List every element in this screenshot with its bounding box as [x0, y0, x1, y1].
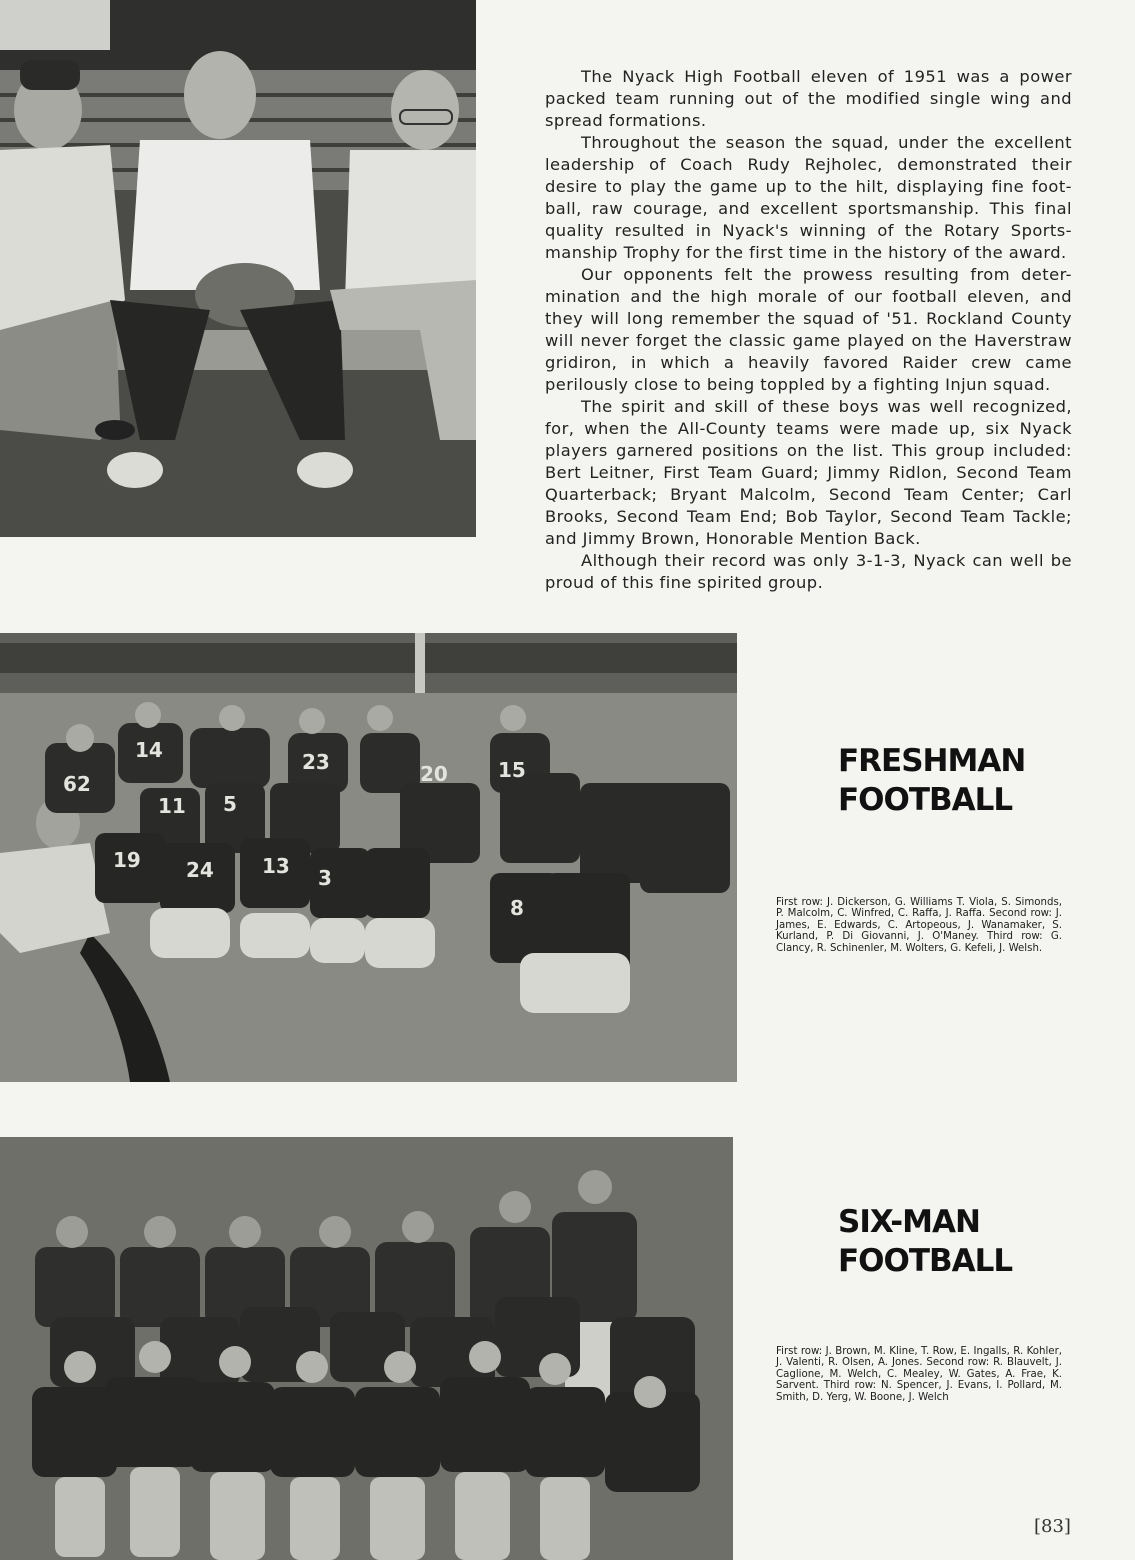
jersey-number: 14: [135, 738, 163, 762]
jersey-number: 11: [158, 794, 186, 818]
intro-article: [545, 66, 1072, 594]
jersey-number: 19: [113, 848, 141, 872]
intro-paragraph: The spirit and skill of these boys was well recognized, for, when the All-County teams were made up, six Nyack players garnered positions on the list. This group included: Bert Leitner, First Team Guard; Jimmy Ridlon, Second Team Quarterback; Bryant Malcolm, Second Team Center; Carl Brooks, Second Team End; Bob Taylor, Second Team Tackle; and Jimmy Brown, Honorable Mention Back.: [545, 397, 1072, 548]
freshman-football-title: [838, 742, 1025, 820]
freshman-team-photo-art: [0, 633, 737, 1082]
title-line: SIX-MAN: [838, 1204, 980, 1240]
intro-paragraph: Although their record was only 3-1-3, Nyack can well be proud of this fine spirited group.: [545, 551, 1072, 592]
freshman-roster-caption: First row: J. Dickerson, G. Williams T. Viola, S. Simonds, P. Malcolm, C. Winfred, C. Raffa, J. Raffa. Second row: J. James, E. Edwards, C. Artopeous, J. Wanamaker, S. Kurland, P. Di Giovanni, J. O'Maney. Third row: G. Clancy, R. Schinenler, M. Wolters, G. Kefeli, J. Welsh.: [776, 897, 1062, 954]
intro-paragraph: Throughout the season the squad, under the excellent leadership of Coach Rudy Rejholec, demonstrated their desire to play the game up to the hilt, displaying fine foot- ball, raw courage, and excellent sportsmanship. This final quality resulted in Nyack's winning of the Rotary Sports- manship Trophy for the first time in the history of the award.: [545, 133, 1072, 262]
jersey-number: 8: [510, 896, 524, 920]
jersey-number: 5: [223, 792, 237, 816]
sixman-football-title: [838, 1203, 1012, 1281]
jersey-number: 62: [63, 772, 91, 796]
intro-paragraph: The Nyack High Football eleven of 1951 was a power packed team running out of the modified single wing and spread formations.: [545, 67, 1072, 130]
intro-paragraph: Our opponents felt the prowess resulting from deter- mination and the high morale of our football eleven, and they will long remember the squad of '51. Rockland County will never forget the classic game played on the Haverstraw gridiron, in which a heavily favored Raider crew came perilously close to being toppled by a fighting Injun squad.: [545, 265, 1072, 394]
sixman-roster-caption: First row: J. Brown, M. Kline, T. Row, E. Ingalls, R. Kohler, J. Valenti, R. Olsen, A. Jones. Second row: R. Blauvelt, J. Caglione, M. Welch, C. Mealey, W. Gates, A. Frae, K. Sarvent. Third row: N. Spencer, J. Evans, I. Pollard, M. Smith, D. Yerg, W. Boone, J. Welch: [776, 1346, 1062, 1403]
jersey-number: 23: [302, 750, 330, 774]
title-line: FRESHMAN: [838, 743, 1026, 779]
coaches-photo-art: [0, 0, 476, 537]
page-number: [83]: [1034, 1516, 1071, 1537]
coaches-photo: [0, 0, 476, 537]
sixman-team-photo-art: [0, 1137, 733, 1560]
jersey-number: 24: [186, 858, 214, 882]
sixman-team-photo: [0, 1137, 733, 1560]
jersey-number: 15: [498, 758, 526, 782]
jersey-number: 20: [420, 762, 448, 786]
title-line: FOOTBALL: [838, 782, 1013, 818]
freshman-team-photo: [0, 633, 737, 1082]
jersey-number: 13: [262, 854, 290, 878]
title-line: FOOTBALL: [838, 1243, 1013, 1279]
jersey-number: 3: [318, 866, 332, 890]
